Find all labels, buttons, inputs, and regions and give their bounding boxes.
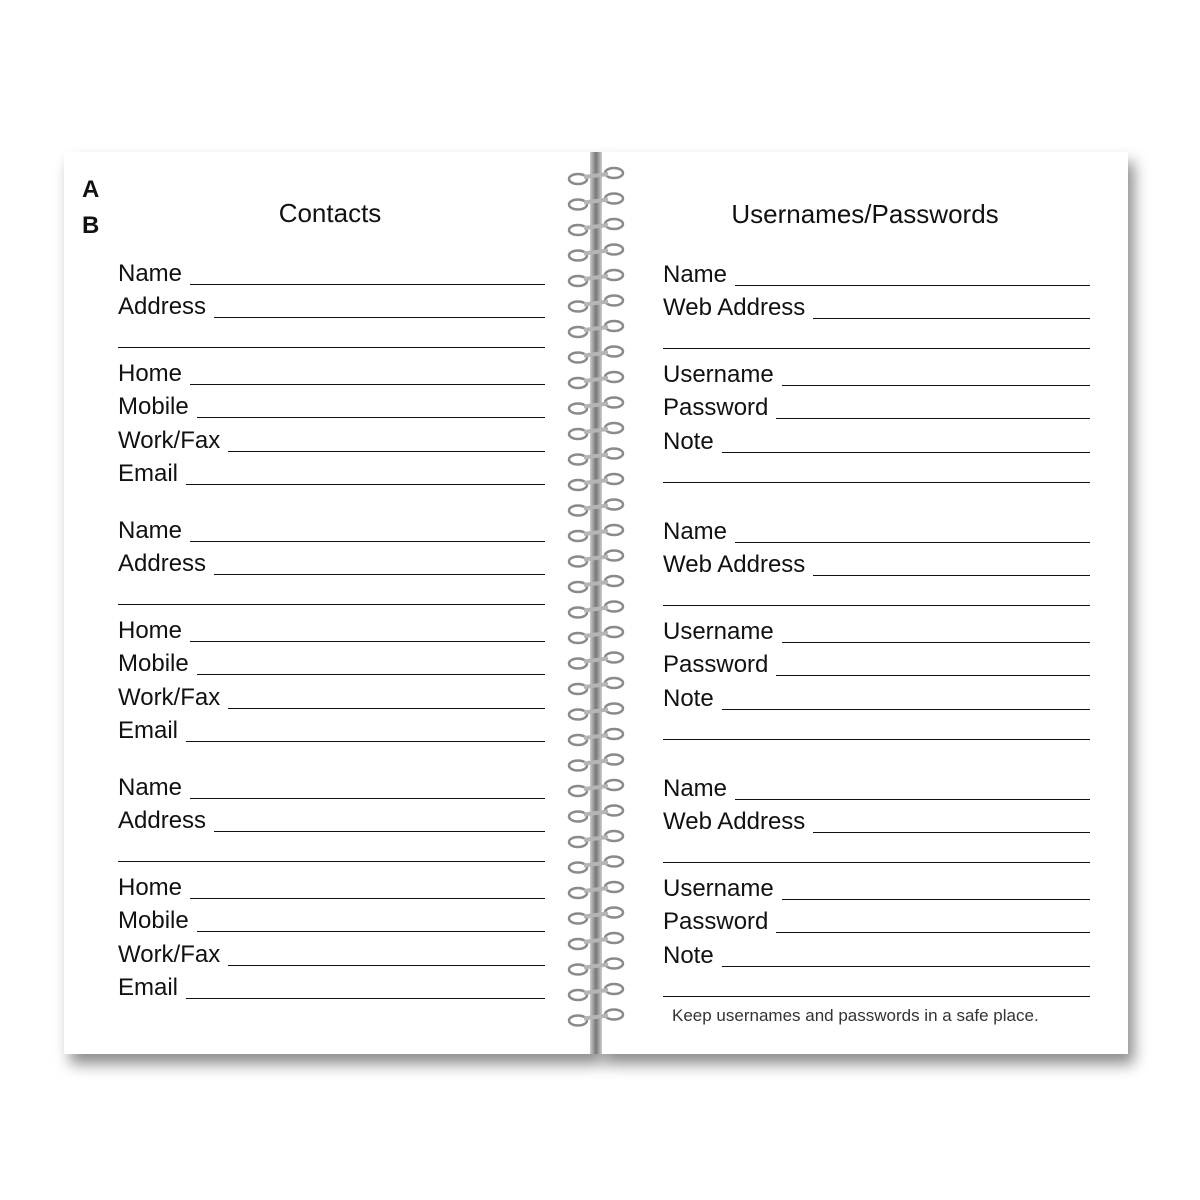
account-2-note-field[interactable] (663, 681, 1090, 711)
write-line[interactable] (782, 642, 1090, 643)
write-line[interactable] (776, 932, 1090, 933)
write-line[interactable] (813, 575, 1090, 576)
field-label: Name (663, 261, 728, 288)
write-line[interactable] (776, 675, 1090, 676)
account-1-note-line-2[interactable] (663, 482, 1090, 483)
account-2-note-line-2[interactable] (663, 739, 1090, 740)
write-line[interactable] (813, 318, 1090, 319)
spiral-spine (590, 152, 602, 1054)
account-3-username-field[interactable] (663, 871, 1090, 901)
write-line[interactable] (735, 799, 1090, 800)
contact-2-workfax-field[interactable] (118, 680, 545, 710)
contact-1-mobile-field[interactable] (118, 389, 545, 419)
field-label: Username (663, 875, 774, 902)
contact-1-name-field[interactable] (118, 256, 545, 286)
contacts-title: Contacts (278, 198, 382, 228)
field-label: Note (663, 942, 714, 969)
field-label: Work/Fax (118, 941, 221, 968)
field-label: Name (663, 775, 728, 802)
contact-1-workfax-field[interactable] (118, 423, 545, 453)
account-3-note-line-2[interactable] (663, 996, 1090, 997)
contact-3-email-field[interactable] (118, 970, 545, 1000)
contact-2-mobile-field[interactable] (118, 646, 545, 676)
write-line[interactable] (735, 285, 1090, 286)
tab-letter-a[interactable]: A (82, 176, 100, 203)
field-label: Name (118, 517, 183, 544)
account-1-note-field[interactable] (663, 424, 1090, 454)
contact-1-email-field[interactable] (118, 456, 545, 486)
write-line[interactable] (190, 541, 545, 542)
field-label: Password (663, 908, 769, 935)
field-label: Email (118, 974, 179, 1001)
contact-1-home-field[interactable] (118, 356, 545, 386)
write-line[interactable] (214, 317, 545, 318)
contact-3-address-line-2[interactable] (118, 861, 545, 862)
write-line[interactable] (190, 384, 545, 385)
write-line[interactable] (813, 832, 1090, 833)
write-line[interactable] (782, 899, 1090, 900)
field-label: Name (118, 774, 183, 801)
account-1-name-field[interactable] (663, 257, 1090, 287)
contact-3-name-field[interactable] (118, 770, 545, 800)
write-line[interactable] (190, 284, 545, 285)
field-label: Address (118, 807, 207, 834)
field-label: Web Address (663, 551, 806, 578)
contact-2-address-line-2[interactable] (118, 604, 545, 605)
field-label: Username (663, 361, 774, 388)
field-label: Mobile (118, 650, 189, 677)
account-2-name-field[interactable] (663, 514, 1090, 544)
account-3-password-field[interactable] (663, 904, 1090, 934)
account-1-web-address-field[interactable] (663, 290, 1090, 320)
write-line[interactable] (186, 484, 545, 485)
safety-note: Keep usernames and passwords in a safe place. (672, 1006, 1039, 1025)
account-1-web-address-line-2[interactable] (663, 348, 1090, 349)
contact-3-mobile-field[interactable] (118, 903, 545, 933)
field-label: Home (118, 874, 183, 901)
account-2-password-field[interactable] (663, 647, 1090, 677)
write-line[interactable] (214, 831, 545, 832)
write-line[interactable] (228, 451, 545, 452)
write-line[interactable] (722, 709, 1090, 710)
field-label: Password (663, 394, 769, 421)
write-line[interactable] (735, 542, 1090, 543)
contact-1-address-line-2[interactable] (118, 347, 545, 348)
field-label: Email (118, 460, 179, 487)
field-label: Name (663, 518, 728, 545)
account-3-web-address-line-2[interactable] (663, 862, 1090, 863)
contact-3-address-field[interactable] (118, 803, 545, 833)
field-label: Username (663, 618, 774, 645)
write-line[interactable] (186, 741, 545, 742)
field-label: Note (663, 685, 714, 712)
account-1-username-field[interactable] (663, 357, 1090, 387)
write-line[interactable] (228, 965, 545, 966)
field-label: Password (663, 651, 769, 678)
account-3-web-address-field[interactable] (663, 804, 1090, 834)
tab-letter-b[interactable]: B (82, 212, 100, 239)
account-1-password-field[interactable] (663, 390, 1090, 420)
write-line[interactable] (190, 798, 545, 799)
account-2-username-field[interactable] (663, 614, 1090, 644)
contact-2-home-field[interactable] (118, 613, 545, 643)
contact-2-address-field[interactable] (118, 546, 545, 576)
write-line[interactable] (197, 931, 545, 932)
field-label: Mobile (118, 393, 189, 420)
account-3-note-field[interactable] (663, 938, 1090, 968)
contact-3-home-field[interactable] (118, 870, 545, 900)
account-3-name-field[interactable] (663, 771, 1090, 801)
field-label: Address (118, 293, 207, 320)
write-line[interactable] (197, 417, 545, 418)
write-line[interactable] (782, 385, 1090, 386)
write-line[interactable] (722, 452, 1090, 453)
contact-3-workfax-field[interactable] (118, 937, 545, 967)
passwords-title: Usernames/Passwords (731, 199, 999, 229)
write-line[interactable] (190, 898, 545, 899)
field-label: Web Address (663, 294, 806, 321)
write-line[interactable] (186, 998, 545, 999)
field-label: Home (118, 360, 183, 387)
contact-2-name-field[interactable] (118, 513, 545, 543)
field-label: Mobile (118, 907, 189, 934)
field-label: Email (118, 717, 179, 744)
write-line[interactable] (197, 674, 545, 675)
write-line[interactable] (722, 966, 1090, 967)
write-line[interactable] (214, 574, 545, 575)
write-line[interactable] (776, 418, 1090, 419)
write-line[interactable] (228, 708, 545, 709)
contact-2-email-field[interactable] (118, 713, 545, 743)
field-label: Work/Fax (118, 427, 221, 454)
field-label: Name (118, 260, 183, 287)
field-label: Web Address (663, 808, 806, 835)
account-2-web-address-field[interactable] (663, 547, 1090, 577)
field-label: Address (118, 550, 207, 577)
field-label: Note (663, 428, 714, 455)
field-label: Home (118, 617, 183, 644)
write-line[interactable] (190, 641, 545, 642)
account-2-web-address-line-2[interactable] (663, 605, 1090, 606)
field-label: Work/Fax (118, 684, 221, 711)
contact-1-address-field[interactable] (118, 289, 545, 319)
